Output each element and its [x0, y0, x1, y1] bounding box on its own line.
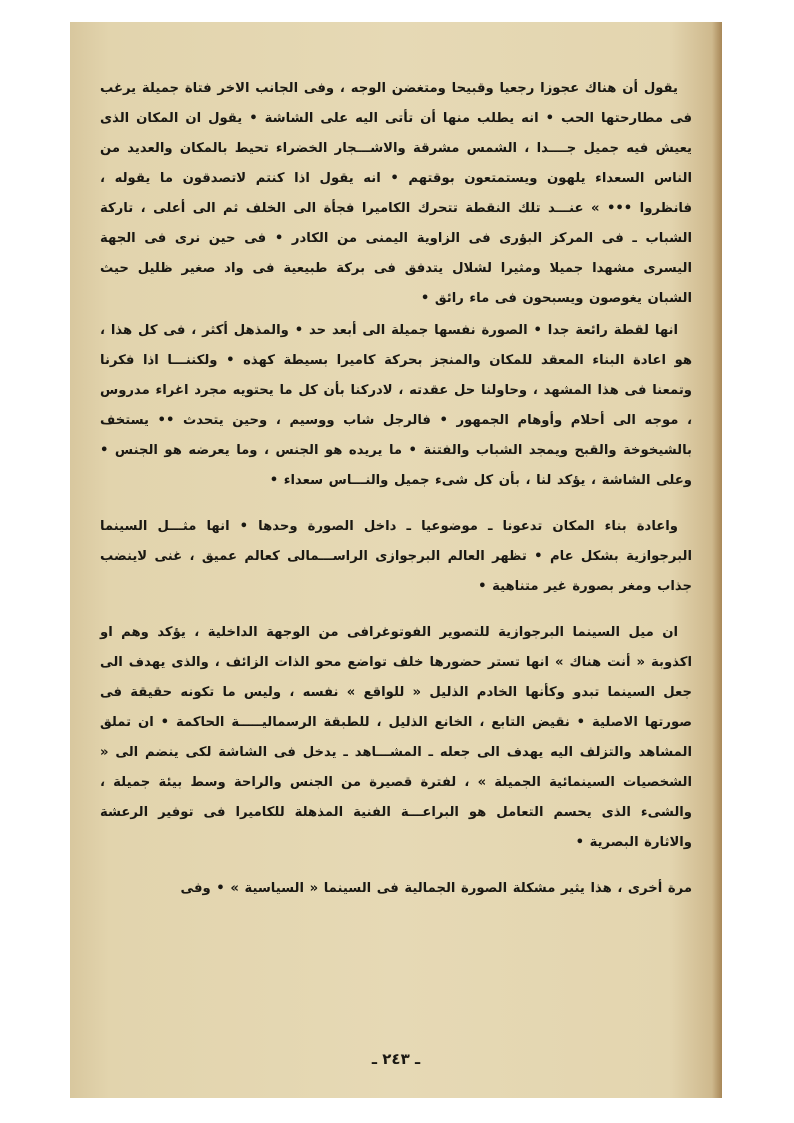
page-number: ـ ٢٤٣ ـ: [371, 1050, 421, 1068]
paragraph-1: يقول أن هناك عجوزا رجعيا وقبيحا ومتغضن الوجه ، وفى الجانب الاخر فتاة جميلة يرغب فى مطارحتها الحب • انه يطلب منها أن تأتى اليه على الشاشة • يقول ان المكان الذى يعيش فيه جميل جــــدا ، الشمس مشرقة والاشـــجار الخضراء تحيط بالمكان والعديد من الناس السعداء يلهون ويستمتعون بوقتهم • انه يقول اذا كنتم لاتصدقون ما يقوله ، فانظروا ••• » عنـــد تلك النقطة تتحرك الكاميرا فجأة الى الخلف ثم الى أعلى ، تاركة الشباب ـ فى المركز البؤرى فى الزاوية اليمنى من الكادر • فى حين نرى فى الجهة اليسرى مشهدا جميلا ومثيرا لشلال يتدفق فى بركة طبيعية فى واد صغير ظليل حيث الشبان يغوصون ويسبحون فى ماء رائق •: [100, 81, 692, 306]
paragraph-4: ان ميل السينما البرجوازية للتصوير الفوتوغرافى من الوجهة الداخلية ، يؤكد وهم او اكذوبة « أنت هناك » انها تستر حضورها خلف تواضع محو الذات الزائف ، والذى يهدف الى جعل السينما تبدو وكأنها الخادم الذليل « للواقع » نفسه ، وليس ما تكونه حقيقة فى صورتها الاصلية • نقيض التابع ، الخانع الذليل ، للطبقة الرسماليـــــة الحاكمة • ان تملق المشاهد والتزلف اليه يهدف الى جعله ـ المشـــاهد ـ يدخل فى الشاشة لكى ينضم الى « الشخصيات السينمائية الجميلة » ، لفترة قصيرة من الجنس والراحة وسط بيئة جميلة ، والشىء الذى يحسم التعامل هو البراعـــة الفنية المذهلة للكاميرا فى توفير الرعشة والاثارة البصرية •: [100, 625, 692, 850]
scanned-book-page: [70, 22, 722, 1098]
book-spine-shadow: [712, 22, 722, 1098]
paragraph-2: انها لقطة رائعة جدا • الصورة نفسها جميلة الى أبعد حد • والمذهل أكثر ، فى كل هذا ، هو اعادة البناء المعقد للمكان والمنجز بحركة كاميرا بسيطة كهذه • ولكننـــا اذا فكرنا وتمعنا فى هذا المشهد ، وحاولنا حل عقدته ، لادركنا بأن كل ما يحتويه مجرد اغراء مدروس ، موجه الى أحلام وأوهام الجمهور • فالرجل شاب ووسيم ، وحين يتحدث •• يستخف بالشيخوخة والقبح ويمجد الشباب والفتنة • ما يريده هو الجنس ، وما يعرضه هو الجنس • وعلى الشاشة ، يؤكد لنا ، بأن كل شىء جميل والنـــاس سعداء •: [100, 323, 692, 488]
body-text: [100, 74, 692, 904]
paragraph-3: واعادة بناء المكان تدعونا ـ موضوعيا ـ داخل الصورة وحدها • انها مثـــل السينما البرجوازية بشكل عام • تظهر العالم البرجوازى الراســـمالى كعالم عميق ، غنى لاينضب جذاب ومغر بصورة غير متناهية •: [100, 519, 692, 594]
paragraph-5: مرة أخرى ، هذا يثير مشكلة الصورة الجمالية فى السينما « السياسية » • وفى: [180, 881, 692, 896]
